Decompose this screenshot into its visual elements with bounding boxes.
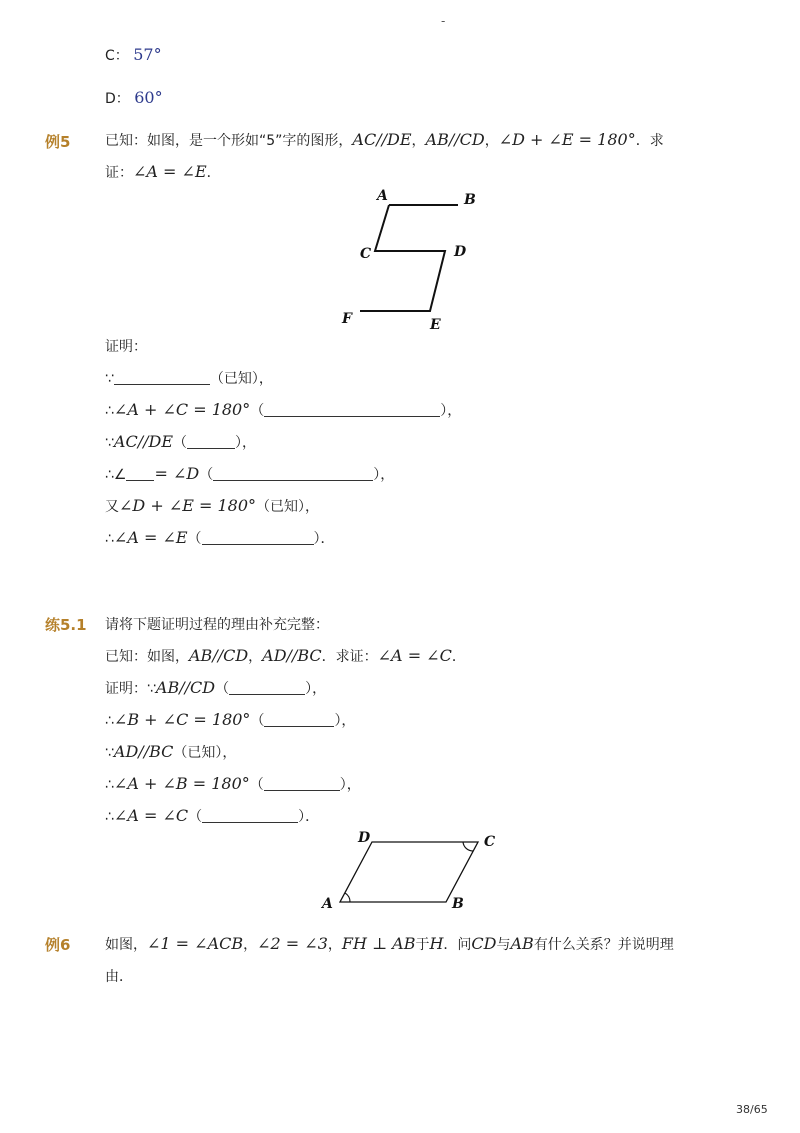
math-expr: AC//DE (113, 432, 174, 451)
paren-open: （ (215, 681, 230, 697)
math-expr: FH ⊥ AB (341, 934, 416, 953)
blank-input[interactable] (213, 466, 373, 481)
paren-close: ）． (298, 809, 320, 825)
ex5-cond3: ∠D + ∠E = 180° (498, 130, 636, 149)
paren-close: ）． (313, 531, 335, 547)
top-mark: - (441, 14, 446, 28)
blank-input[interactable] (202, 808, 298, 823)
given-prefix: 已知：如图， (105, 649, 189, 665)
math-expr: H (429, 934, 444, 953)
ex5-proof-step4 (105, 464, 394, 484)
paren-close: ）， (339, 777, 361, 793)
paren-close: ）， (305, 681, 327, 697)
ex5-point-c: C (360, 246, 372, 262)
therefore-symbol: ∴ (105, 777, 114, 793)
ex5-line2-suffix: ． (206, 165, 221, 181)
since-symbol: ∵ (105, 371, 114, 387)
ex6-question: ．问 (443, 937, 472, 953)
reason-text: （已知）， (209, 371, 273, 387)
option-d[interactable] (105, 88, 163, 108)
ex5-label: 例5 (45, 133, 71, 151)
blank-input[interactable] (264, 776, 340, 791)
therefore-symbol: ∴ (105, 713, 114, 729)
ex51-point-b: B (452, 896, 464, 912)
math-expr: ∠B + ∠C = 180° (113, 710, 251, 729)
ex5-figure (330, 185, 490, 335)
ex5-cond2: AB//CD (425, 130, 485, 149)
blank-input[interactable] (264, 712, 334, 727)
reason-text: （已知）， (256, 499, 320, 515)
ex5-proof-step5 (105, 496, 319, 516)
math-expr: CD (471, 934, 497, 953)
ex5-cond1: AC//DE (352, 130, 412, 149)
since-symbol: ∵ (105, 745, 114, 761)
separator: ， (243, 937, 258, 953)
ex51-given: 已知：如图，AB//CD，AD//BC．求证：∠A = ∠C． (105, 646, 466, 665)
math-expr: AD//BC (262, 646, 322, 665)
end-punct: ． (451, 649, 466, 665)
ex5-point-f: F (342, 311, 352, 327)
ex5-proof-step6 (105, 528, 335, 548)
math-expr: ∠2 = ∠3 (257, 934, 328, 953)
proof-prefix: 证明：∵ (105, 681, 156, 697)
ex5-proof-step3 (105, 432, 256, 452)
math-expr: ∠1 = ∠ACB (147, 934, 244, 953)
prefix-text: 又 (105, 499, 119, 515)
blank-input[interactable] (114, 370, 210, 385)
ex5-statement-line1: 已知：如图，是一个形如“5”字的图形，AC//DE，AB//CD，∠D + ∠E = 180°．求 (105, 130, 664, 149)
blank-input[interactable] (264, 402, 440, 417)
ex5-line1-suffix: ．求 (635, 133, 664, 149)
ex6-mid: 于 (415, 937, 430, 953)
ex5-proof-title: 证明： (105, 339, 147, 355)
ex6-label: 例6 (45, 936, 71, 954)
math-expr: AB (510, 934, 534, 953)
paren-open: （ (250, 403, 265, 419)
paren-open: （ (199, 467, 214, 483)
therefore-symbol: ∴∠ (105, 467, 127, 483)
therefore-symbol: ∴ (105, 809, 114, 825)
paren-open: （ (187, 531, 202, 547)
paren-open: （ (173, 435, 188, 451)
ex51-proof-step1 (105, 678, 326, 698)
math-expr: AD//BC (113, 742, 174, 761)
paren-open: （ (250, 713, 265, 729)
page-number: 38/65 (736, 1103, 768, 1116)
ex6-line2: 由． (105, 969, 133, 985)
math-expr: ∠A = ∠C (377, 646, 452, 665)
ex51-proof-step3 (105, 742, 236, 762)
ex51-intro: 请将下题证明过程的理由补充完整： (105, 617, 329, 633)
paren-open: （ (188, 809, 203, 825)
ex51-figure (318, 828, 508, 916)
blank-input[interactable] (229, 680, 305, 695)
ex51-label: 练5.1 (45, 616, 87, 634)
ex5-line2-prefix: 证： (105, 165, 133, 181)
option-d-label: D： (105, 91, 130, 107)
ex5-proof-step2 (105, 400, 461, 420)
reason-text: （已知）， (173, 745, 237, 761)
blank-input[interactable] (187, 434, 235, 449)
math-expr: AB//CD (155, 678, 216, 697)
ex51-point-d: D (358, 830, 371, 846)
paren-close: ）， (334, 713, 356, 729)
ex5-statement-line2 (105, 162, 221, 182)
ex6-prefix: 如图， (105, 937, 147, 953)
ex5-point-d: D (454, 244, 467, 260)
option-c-value: 57° (133, 45, 162, 64)
math-expr: ∠A = ∠C (113, 806, 189, 825)
math-expr: ∠A = ∠E (113, 528, 188, 547)
ex51-point-c: C (484, 834, 496, 850)
ex5-point-b: B (464, 192, 476, 208)
math-expr: ∠D + ∠E = 180° (119, 496, 257, 515)
option-d-value: 60° (134, 88, 163, 107)
ex51-proof-step5 (105, 806, 319, 826)
ex6-with: 与 (496, 937, 511, 953)
blank-input[interactable] (202, 530, 314, 545)
therefore-symbol: ∴ (105, 403, 114, 419)
ex51-proof-step2 (105, 710, 355, 730)
paren-close: ）， (235, 435, 257, 451)
ex5-goal: ∠A = ∠E (133, 162, 207, 181)
ex51-proof-step4 (105, 774, 361, 794)
goal-prefix: ．求证： (321, 649, 378, 665)
math-expr: AB//CD (189, 646, 249, 665)
ex6-end: 有什么关系？并说明理 (533, 937, 674, 953)
paren-close: ）， (373, 467, 395, 483)
since-symbol: ∵ (105, 435, 114, 451)
math-expr: ∠A + ∠B = 180° (113, 774, 250, 793)
ex51-point-a: A (322, 896, 333, 912)
ex5-point-a: A (377, 188, 388, 204)
blank-input[interactable] (126, 466, 154, 481)
option-c-label: C： (105, 48, 129, 64)
math-expr: ∠A + ∠C = 180° (113, 400, 251, 419)
separator: ， (327, 937, 342, 953)
paren-open: （ (249, 777, 264, 793)
ex5-line1-prefix: 已知：如图，是一个形如“5”字的图形， (105, 133, 353, 149)
therefore-symbol: ∴ (105, 531, 114, 547)
option-c[interactable] (105, 45, 162, 65)
ex5-point-e: E (430, 317, 441, 333)
math-expr: = ∠D (154, 464, 200, 483)
ex6-line1 (105, 934, 674, 954)
ex5-proof-step1 (105, 368, 273, 388)
paren-close: ）， (440, 403, 462, 419)
